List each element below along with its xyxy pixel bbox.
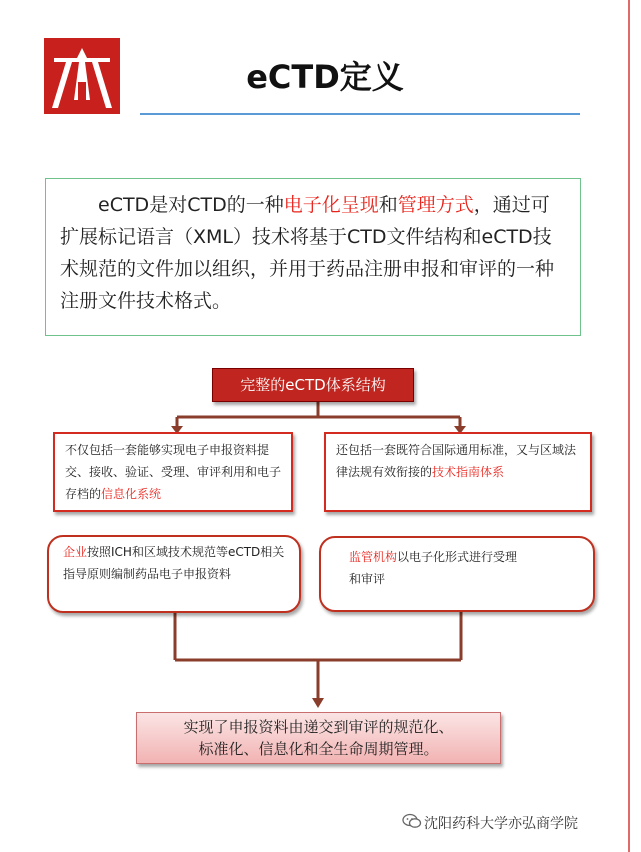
- definition-highlight-2: 管理方式: [397, 194, 474, 216]
- footer-source: 沈阳药科大学亦弘商学院: [424, 816, 578, 832]
- enterprise-highlight: 企业: [63, 545, 88, 559]
- info-system-highlight: 信息化系统: [101, 487, 162, 501]
- page-title: eCTD定义: [246, 58, 404, 96]
- guideline-system-highlight: 技术指南体系: [432, 465, 505, 479]
- regulator-highlight: 监管机构: [349, 550, 398, 564]
- wechat-icon: [402, 811, 422, 831]
- info-system-box: [53, 432, 293, 512]
- architecture-title-box: 完整的eCTD体系结构: [212, 368, 414, 402]
- definition-text-3: ，通过可扩展标记语言（XML）技术将基于CTD文件结构和eCTD技术规范的文件加以组织，并用于药品注册申报和审评的一种注册文件技术格式。: [60, 194, 555, 312]
- guideline-system-text: 还包括一套既符合国际通用标准，又与区域法律法规有效衔接的: [336, 443, 577, 479]
- info-system-text: 不仅包括一套能够实现电子申报资料提交、接收、验证、受理、审评利用和电子存档的: [65, 443, 282, 501]
- enterprise-box: [47, 535, 301, 613]
- regulator-box: [319, 536, 595, 612]
- regulator-text-1: 以电子化形式进行受理: [397, 550, 518, 564]
- enterprise-text: 按照ICH和区域技术规范等eCTD相关指导原则编制药品电子申报资料: [63, 545, 285, 581]
- outcome-line-2: 标准化、信息化和全生命周期管理。: [198, 740, 439, 758]
- regulator-text-2: 和审评: [349, 572, 386, 586]
- definition-highlight-1: 电子化呈现: [283, 194, 379, 216]
- definition-text-2: 和: [378, 194, 398, 216]
- outcome-line-1: 实现了申报资料由递交到审评的规范化、: [183, 718, 454, 736]
- outcome-box: [136, 712, 501, 764]
- definition-text-1: eCTD是对CTD的一种: [98, 194, 284, 216]
- guideline-system-box: [324, 432, 592, 512]
